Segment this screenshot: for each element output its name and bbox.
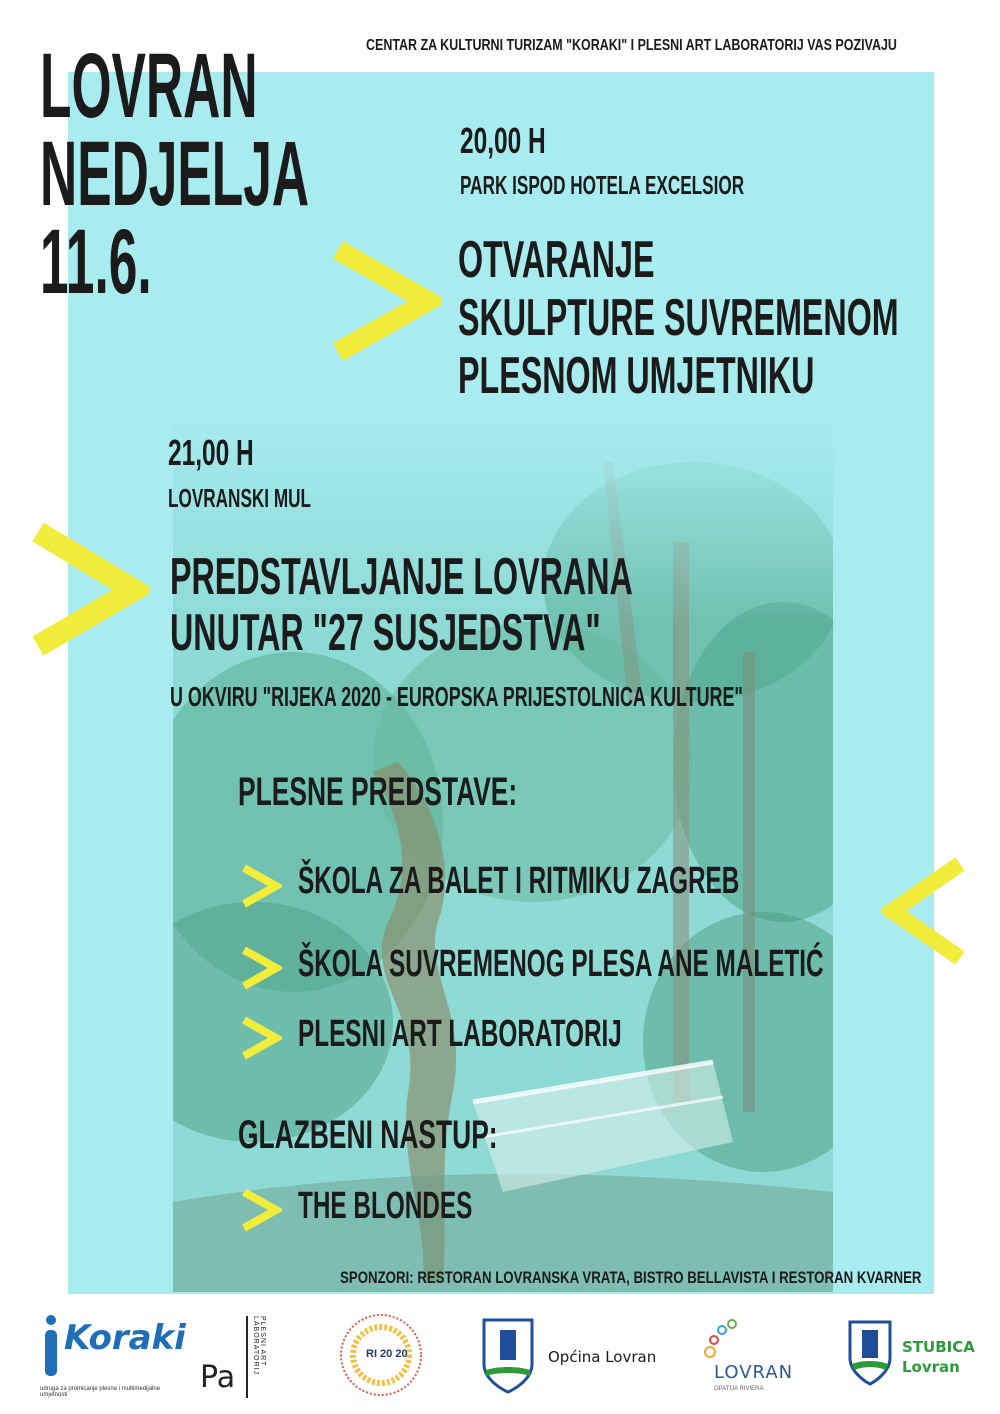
dance-heading: PLESNE PREDSTAVE: [238, 770, 518, 814]
music-heading: GLAZBENI NASTUP: [238, 1113, 498, 1157]
pal-logo: Pa PLESNI ART LABORATORIJ [200, 1316, 270, 1400]
chevron-right-icon [332, 236, 442, 366]
chevron-right-icon [240, 1188, 282, 1232]
chevron-left-icon [882, 856, 966, 966]
event1-place: PARK ISPOD HOTELA EXCELSIOR [460, 170, 745, 200]
koraki-logo: Koraki udruga za promicanje plesne i multimedijalne umjetnosti [40, 1312, 170, 1402]
music-item: THE BLONDES [298, 1185, 473, 1227]
event1-headline: OTVARANJE SKULPTURE SUVREMENOM PLESNOM UMJETNIKU [458, 231, 899, 405]
event1-time: 20,00 H [460, 120, 546, 161]
coat-of-arms-icon [480, 1316, 536, 1396]
sponsors-line: SPONZORI: RESTORAN LOVRANSKA VRATA, BISTRO BELLAVISTA I RESTORAN KVARNER [340, 1268, 922, 1287]
title-lovran: LOVRAN [40, 35, 258, 137]
dots-icon [700, 1316, 744, 1362]
dance-item: ŠKOLA ZA BALET I RITMIKU ZAGREB [298, 860, 740, 902]
dance-item: ŠKOLA SUVREMENOG PLESA ANE MALETIĆ [298, 943, 824, 985]
invite-line: CENTAR ZA KULTURNI TURIZAM "KORAKI" I PLESNI ART LABORATORIJ VAS POZIVAJU [366, 37, 897, 54]
chevron-right-icon [240, 946, 282, 990]
event2-time: 21,00 H [168, 432, 254, 473]
park-sculpture-photo [173, 402, 833, 1292]
pal-divider [246, 1316, 248, 1398]
title-block [40, 35, 521, 313]
chevron-right-icon [240, 864, 282, 908]
title-day: NEDJELJA [40, 123, 310, 225]
footprint-icon [40, 1314, 62, 1380]
dance-item: PLESNI ART LABORATORIJ [298, 1013, 622, 1055]
lovran-tourism-logo: LOVRAN OPATIJA RIVIERA [692, 1316, 812, 1400]
rijeka-2020-logo: RI 20 20 [336, 1310, 426, 1400]
event2-place: LOVRANSKI MUL [168, 483, 312, 513]
opcina-lovran-logo: Općina Lovran [480, 1316, 660, 1400]
coat-of-arms-icon [846, 1318, 894, 1388]
title-date: 11.6. [40, 211, 152, 313]
chevron-right-icon [30, 518, 150, 658]
event2-headline: PREDSTAVLJANJE LOVRANA UNUTAR "27 SUSJEDSTVA" [170, 548, 633, 662]
event2-subline: U OKVIRU "RIJEKA 2020 - EUROPSKA PRIJESTOLNICA KULTURE" [170, 681, 743, 712]
stubica-logo: STUBICA Lovran [846, 1318, 976, 1398]
chevron-right-icon [240, 1016, 282, 1060]
